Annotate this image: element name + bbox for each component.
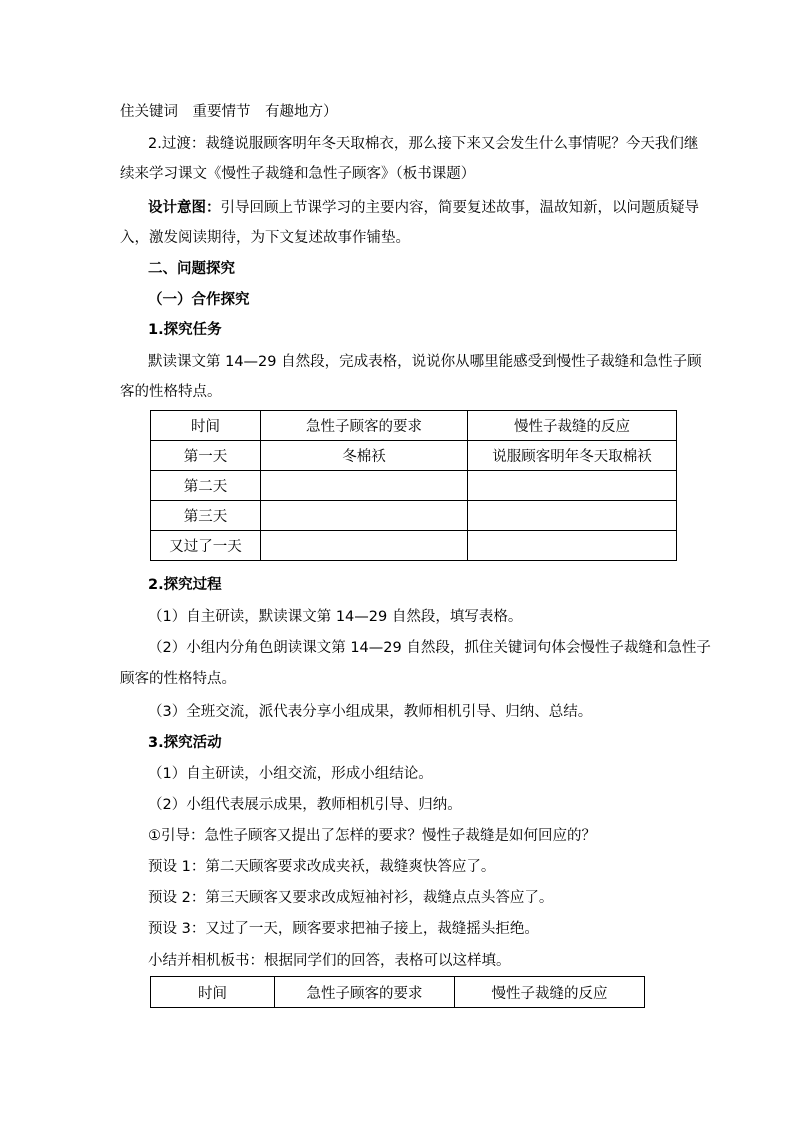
table-header-cell: 急性子顾客的要求 [261, 411, 468, 441]
design-intent-paragraph [148, 198, 699, 218]
table-header-cell: 时间 [151, 411, 261, 441]
activity-heading: 3.探究活动 [148, 735, 222, 751]
table-header-row [151, 977, 645, 1008]
text-line: 入，激发阅读期待，为下文复述故事作铺垫。 [120, 230, 410, 246]
table-header-row [151, 411, 677, 441]
table-cell: 第三天 [151, 501, 261, 531]
table-cell: 说服顾客明年冬天取棉袄 [468, 441, 677, 471]
section-heading: 二、问题探究 [148, 261, 235, 277]
summary-table [150, 976, 645, 1008]
table-cell [261, 501, 468, 531]
table-cell: 第一天 [151, 441, 261, 471]
table-cell: 第二天 [151, 471, 261, 501]
table-header-cell: 急性子顾客的要求 [275, 977, 455, 1008]
table-header-cell: 时间 [151, 977, 275, 1008]
table-row [151, 531, 677, 561]
table-cell: 又过了一天 [151, 531, 261, 561]
table-cell [261, 471, 468, 501]
table-header-cell: 慢性子裁缝的反应 [468, 411, 677, 441]
table-cell [261, 531, 468, 561]
subsection-heading: （一）合作探究 [148, 292, 250, 308]
table-header-cell: 慢性子裁缝的反应 [455, 977, 645, 1008]
table-row [151, 501, 677, 531]
table-row [151, 441, 677, 471]
table-cell [468, 531, 677, 561]
process-step: （2）小组内分角色朗读课文第 14—29 自然段，抓住关键词句体会慢性子裁缝和急性子 [148, 640, 711, 656]
preset-answer: 预设 3：又过了一天，顾客要求把袖子接上，裁缝摇头拒绝。 [148, 921, 539, 937]
preset-answer: 预设 2：第三天顾客又要求改成短袖衬衫，裁缝点点头答应了。 [148, 890, 554, 906]
text-line: 住关键词 重要情节 有趣地方） [120, 104, 338, 120]
task-heading: 1.探究任务 [148, 322, 222, 338]
table-cell: 冬棉袄 [261, 441, 468, 471]
process-step: （1）自主研读，默读课文第 14—29 自然段，填写表格。 [148, 609, 523, 625]
process-heading: 2.探究过程 [148, 577, 222, 593]
activity-step: （2）小组代表展示成果，教师相机引导、归纳。 [148, 797, 462, 813]
design-intent-text: 引导回顾上节课学习的主要内容，简要复述故事，温故知新，以问题质疑导 [220, 200, 699, 216]
table-cell [468, 471, 677, 501]
text-line: 客的性格特点。 [120, 384, 222, 400]
text-line: 续来学习课文《慢性子裁缝和急性子顾客》（板书课题） [120, 166, 476, 182]
design-intent-label: 设计意图： [148, 200, 221, 216]
task-paragraph: 默读课文第 14—29 自然段，完成表格，说说你从哪里能感受到慢性子裁缝和急性子顾 [148, 354, 702, 370]
inquiry-table [150, 410, 677, 561]
activity-step: （1）自主研读，小组交流，形成小组结论。 [148, 766, 433, 782]
process-step: （3）全班交流，派代表分享小组成果，教师相机引导、归纳、总结。 [148, 704, 593, 720]
guide-question: ①引导：急性子顾客又提出了怎样的要求？慢性子裁缝是如何回应的？ [148, 828, 596, 844]
table-cell [468, 501, 677, 531]
preset-answer: 预设 1：第二天顾客要求改成夹袄，裁缝爽快答应了。 [148, 859, 496, 875]
table-row [151, 471, 677, 501]
text-line: 顾客的性格特点。 [120, 671, 236, 687]
transition-paragraph: 2.过渡：裁缝说服顾客明年冬天取棉衣，那么接下来又会发生什么事情呢？今天我们继 [148, 136, 699, 152]
summary-line: 小结并相机板书：根据同学们的回答，表格可以这样填。 [148, 953, 511, 969]
